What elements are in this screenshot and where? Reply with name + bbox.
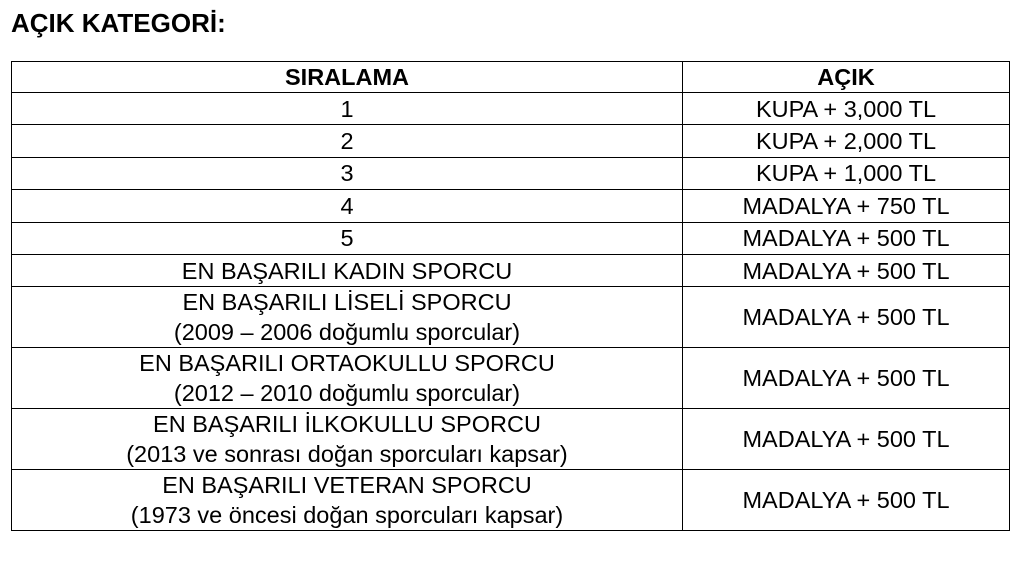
table-row (12, 470, 1010, 531)
table-row (12, 348, 1010, 409)
rank-text: 2 (340, 128, 354, 155)
rank-text: 5 (340, 225, 354, 252)
rank-cell (12, 157, 683, 189)
prize-cell: KUPA + 2,000 TL (683, 125, 1010, 157)
rank-cell (12, 409, 683, 470)
rank-cell (12, 93, 683, 125)
prize-cell: KUPA + 3,000 TL (683, 93, 1010, 125)
rank-subtext: (2013 ve sonrası doğan sporcuları kapsar) (126, 441, 568, 468)
table-row (12, 93, 1010, 125)
prize-cell: MADALYA + 750 TL (683, 190, 1010, 222)
rank-cell (12, 470, 683, 531)
table-row (12, 125, 1010, 157)
table-header-row (12, 62, 1010, 93)
column-header-ranking: SIRALAMA (12, 62, 683, 93)
prize-cell: MADALYA + 500 TL (683, 409, 1010, 470)
rank-subtext: (1973 ve öncesi doğan sporcuları kapsar) (130, 502, 564, 529)
rank-text: 3 (340, 160, 354, 187)
table-row (12, 157, 1010, 189)
column-header-open: AÇIK (683, 62, 1010, 93)
rank-subtext: (2009 – 2006 doğumlu sporcular) (173, 319, 521, 346)
rank-text: 4 (340, 192, 354, 219)
table-row (12, 409, 1010, 470)
table-row (12, 222, 1010, 254)
rank-cell (12, 287, 683, 348)
rank-text: EN BAŞARILI LİSELİ SPORCU (182, 289, 512, 316)
rank-text: 1 (340, 95, 354, 122)
prize-cell: KUPA + 1,000 TL (683, 157, 1010, 189)
rank-text: EN BAŞARILI İLKOKULLU SPORCU (153, 411, 541, 438)
table-row (12, 190, 1010, 222)
prize-cell: MADALYA + 500 TL (683, 222, 1010, 254)
prize-cell: MADALYA + 500 TL (683, 348, 1010, 409)
prize-table (11, 61, 1010, 531)
table-row (12, 254, 1010, 286)
rank-subtext: (2012 – 2010 doğumlu sporcular) (173, 380, 521, 407)
rank-cell (12, 348, 683, 409)
rank-cell (12, 190, 683, 222)
prize-cell: MADALYA + 500 TL (683, 287, 1010, 348)
table-row (12, 287, 1010, 348)
prize-cell: MADALYA + 500 TL (683, 254, 1010, 286)
prize-cell: MADALYA + 500 TL (683, 470, 1010, 531)
rank-cell (12, 254, 683, 286)
page-title: AÇIK KATEGORİ: (11, 8, 226, 38)
rank-cell (12, 125, 683, 157)
rank-text: EN BAŞARILI VETERAN SPORCU (162, 472, 532, 499)
rank-text: EN BAŞARILI KADIN SPORCU (181, 257, 513, 284)
rank-text: EN BAŞARILI ORTAOKULLU SPORCU (139, 350, 555, 377)
rank-cell (12, 222, 683, 254)
